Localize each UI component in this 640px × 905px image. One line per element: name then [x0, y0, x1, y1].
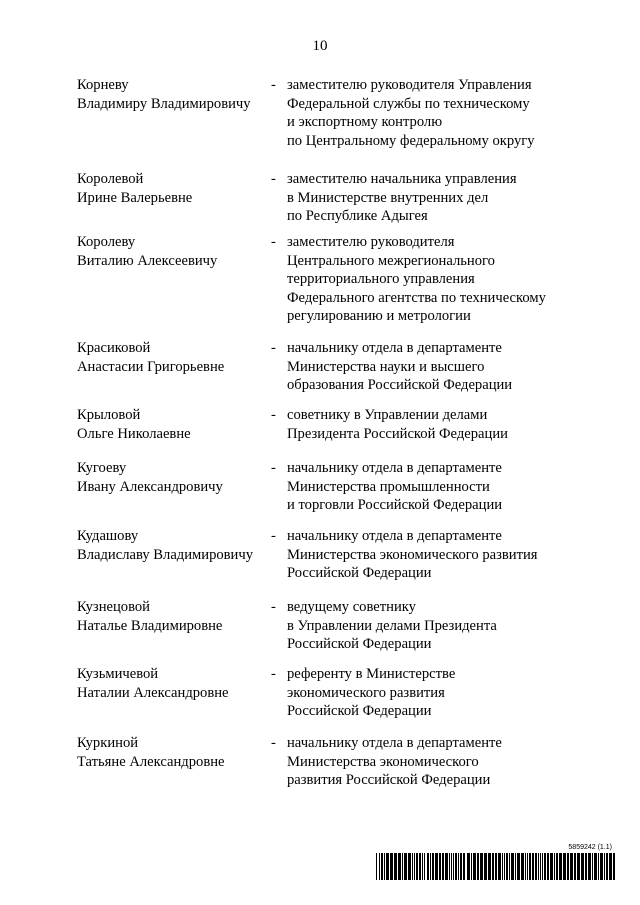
position-title-line: Министерства экономического	[287, 753, 479, 770]
position-title-line: Российской Федерации	[287, 636, 432, 652]
separator-dash: -	[271, 171, 276, 187]
barcode-bar	[574, 853, 576, 880]
position-title	[287, 406, 587, 443]
barcode-bar	[402, 853, 403, 880]
barcode-bar	[480, 853, 483, 880]
position-title-line: Российской Федерации	[287, 565, 432, 581]
position-title-line: Центрального межрегионального	[287, 252, 495, 269]
barcode-bar	[427, 853, 429, 880]
position-title-line: Федерального агентства по техническому	[287, 289, 546, 306]
barcode-bar	[404, 853, 407, 880]
barcode-bar	[451, 853, 452, 880]
person-name-line: Корневу	[77, 77, 129, 93]
position-title-line: советнику в Управлении делами	[287, 407, 488, 423]
position-title	[287, 170, 587, 226]
barcode-bar	[432, 853, 434, 880]
barcode-bar	[532, 853, 534, 880]
position-title	[287, 459, 587, 515]
barcode-bar	[449, 853, 450, 880]
barcode-bar	[477, 853, 479, 880]
barcode-bar	[445, 853, 448, 880]
position-title-line: Федеральной службы по техническому	[287, 95, 530, 112]
barcode-bar	[559, 853, 562, 880]
person-name-line: Королевой	[77, 171, 144, 187]
barcode-bar	[471, 853, 472, 880]
position-title-line: Российской Федерации	[287, 703, 432, 719]
barcode-bar	[527, 853, 528, 880]
barcode-bar	[567, 853, 569, 880]
position-title-line: начальнику отдела в департаменте	[287, 340, 502, 356]
position-title-line: начальнику отдела в департаменте	[287, 460, 502, 476]
barcode-bar	[390, 853, 393, 880]
barcode-bar	[550, 853, 553, 880]
position-title-line: заместителю руководителя Управления	[287, 77, 532, 93]
position-title-line: Президента Российской Федерации	[287, 425, 508, 442]
person-name-line: Владимиру Владимировичу	[77, 95, 251, 112]
position-title-line: Министерства науки и высшего	[287, 358, 485, 375]
position-title	[287, 339, 587, 395]
separator-dash: -	[271, 599, 276, 615]
separator-dash: -	[271, 528, 276, 544]
person-name-line: Татьяне Александровне	[77, 753, 225, 770]
person-name	[77, 598, 262, 635]
barcode-bar	[600, 853, 603, 880]
person-name-line: Виталию Алексеевичу	[77, 252, 218, 269]
barcode-bar	[467, 853, 470, 880]
barcode-bar	[379, 853, 380, 880]
person-name-line: Кугоеву	[77, 460, 127, 476]
position-title	[287, 76, 587, 150]
barcode-bar	[509, 853, 510, 880]
position-title-line: и экспортному контролю	[287, 114, 443, 130]
position-title-line: начальнику отдела в департаменте	[287, 735, 502, 751]
barcode-bar	[488, 853, 491, 880]
position-title-line: заместителю руководителя	[287, 234, 455, 250]
person-name	[77, 459, 262, 496]
appointment-entry	[0, 170, 640, 238]
barcode-bar	[511, 853, 514, 880]
barcode-bar	[585, 853, 587, 880]
person-name-line: Ольге Николаевне	[77, 425, 191, 442]
barcode-bar	[424, 853, 425, 880]
person-name	[77, 233, 262, 270]
position-title-line: экономического развития	[287, 684, 445, 701]
barcode-bar	[581, 853, 584, 880]
barcode-bar	[498, 853, 501, 880]
position-title-line: заместителю начальника управления	[287, 171, 517, 187]
separator-dash: -	[271, 460, 276, 476]
position-title-line: по Республике Адыгея	[287, 208, 428, 224]
appointment-entry	[0, 665, 640, 733]
appointment-entry	[0, 76, 640, 149]
position-title-line: и торговли Российской Федерации	[287, 497, 503, 513]
position-title	[287, 598, 587, 654]
barcode-bar	[430, 853, 431, 880]
barcode-bar	[570, 853, 573, 880]
barcode-bar	[414, 853, 415, 880]
barcode-bar	[556, 853, 558, 880]
person-name	[77, 170, 262, 207]
barcode-bar	[442, 853, 444, 880]
barcode-bar	[492, 853, 494, 880]
position-title-line: по Центральному федеральному округу	[287, 132, 535, 149]
barcode-bar	[386, 853, 389, 880]
barcode-bar	[521, 853, 524, 880]
barcode-bar	[398, 853, 401, 880]
separator-dash: -	[271, 340, 276, 356]
barcode-bar	[484, 853, 487, 880]
separator-dash: -	[271, 735, 276, 751]
barcode-bar	[517, 853, 520, 880]
position-title-line: Министерства экономического развития	[287, 546, 538, 563]
person-name-line: Ирине Валерьевне	[77, 189, 193, 206]
barcode-bar	[613, 853, 615, 880]
barcode-bar	[376, 853, 377, 880]
barcode-bar	[588, 853, 591, 880]
appointment-entry	[0, 339, 640, 407]
barcode-bar	[422, 853, 423, 880]
barcode-bar	[594, 853, 597, 880]
barcode-bar	[416, 853, 418, 880]
position-title	[287, 527, 587, 583]
person-name	[77, 734, 262, 771]
person-name-line: Ивану Александровичу	[77, 478, 223, 495]
person-name	[77, 339, 262, 376]
position-title-line: Министерства промышленности	[287, 478, 490, 495]
position-title-line: территориального управления	[287, 271, 475, 287]
person-name-line: Анастасии Григорьевне	[77, 358, 225, 375]
person-name-line: Королеву	[77, 234, 136, 250]
barcode-bar	[435, 853, 438, 880]
barcode-bar	[473, 853, 476, 880]
barcode-bar	[412, 853, 413, 880]
barcode-bar	[463, 853, 465, 880]
barcode-bar	[544, 853, 546, 880]
barcode-bar	[554, 853, 555, 880]
barcode-bar	[506, 853, 508, 880]
position-title-line: регулированию и метрологии	[287, 308, 471, 324]
appointment-entry	[0, 598, 640, 666]
appointment-entry	[0, 527, 640, 595]
barcode-bar	[598, 853, 599, 880]
barcode-bar	[455, 853, 457, 880]
page-number: 10	[312, 38, 328, 54]
barcode-bar	[408, 853, 411, 880]
person-name	[77, 527, 262, 564]
barcode-bar	[535, 853, 537, 880]
barcode-bar	[592, 853, 593, 880]
position-title	[287, 734, 587, 790]
barcode-bar	[384, 853, 385, 880]
barcode-bar	[604, 853, 605, 880]
person-name-line: Красиковой	[77, 340, 151, 356]
position-title-line: в Министерстве внутренних дел	[287, 189, 489, 206]
person-name-line: Кузьмичевой	[77, 666, 159, 682]
separator-dash: -	[271, 666, 276, 682]
person-name-line: Владиславу Владимировичу	[77, 546, 254, 563]
barcode-bar	[419, 853, 421, 880]
position-title-line: развития Российской Федерации	[287, 772, 491, 788]
appointment-entry	[0, 459, 640, 527]
barcode-bar	[394, 853, 397, 880]
barcode-bar	[381, 853, 383, 880]
barcode-bar	[525, 853, 526, 880]
separator-dash: -	[271, 77, 276, 93]
person-name-line: Куркиной	[77, 735, 139, 751]
appointment-entry	[0, 734, 640, 802]
barcode-bar	[540, 853, 541, 880]
barcode-bar	[458, 853, 459, 880]
barcode-bar	[606, 853, 608, 880]
barcode-bar	[502, 853, 503, 880]
barcode-bar	[547, 853, 549, 880]
separator-dash: -	[271, 234, 276, 250]
appointment-entry	[0, 233, 640, 324]
barcode-bar	[460, 853, 462, 880]
position-title-line: ведущему советнику	[287, 599, 416, 615]
person-name	[77, 665, 262, 702]
barcode-bar	[542, 853, 543, 880]
person-name-line: Наталье Владимировне	[77, 617, 223, 634]
barcode-bar	[515, 853, 516, 880]
barcode-area	[376, 844, 618, 880]
barcode-bar	[529, 853, 531, 880]
barcode-bar	[538, 853, 539, 880]
position-title-line: образования Российской Федерации	[287, 377, 513, 393]
position-title	[287, 233, 587, 326]
position-title-line: референту в Министерстве	[287, 666, 456, 682]
position-title-line: в Управлении делами Президента	[287, 617, 497, 634]
person-name	[77, 406, 262, 443]
separator-dash: -	[271, 407, 276, 423]
person-name	[77, 76, 262, 113]
barcode-bar	[439, 853, 441, 880]
person-name-line: Наталии Александровне	[77, 684, 229, 701]
person-name-line: Кудашову	[77, 528, 139, 544]
barcode-image	[376, 853, 618, 880]
barcode-bar	[504, 853, 505, 880]
barcode-bar	[495, 853, 497, 880]
position-title-line: начальнику отдела в департаменте	[287, 528, 502, 544]
barcode-bar	[577, 853, 580, 880]
position-title	[287, 665, 587, 721]
barcode-bar	[563, 853, 566, 880]
person-name-line: Крыловой	[77, 407, 141, 423]
barcode-bar	[609, 853, 612, 880]
barcode-code: 5859242 (1.1)	[568, 844, 612, 851]
person-name-line: Кузнецовой	[77, 599, 150, 615]
barcode-bar	[453, 853, 454, 880]
